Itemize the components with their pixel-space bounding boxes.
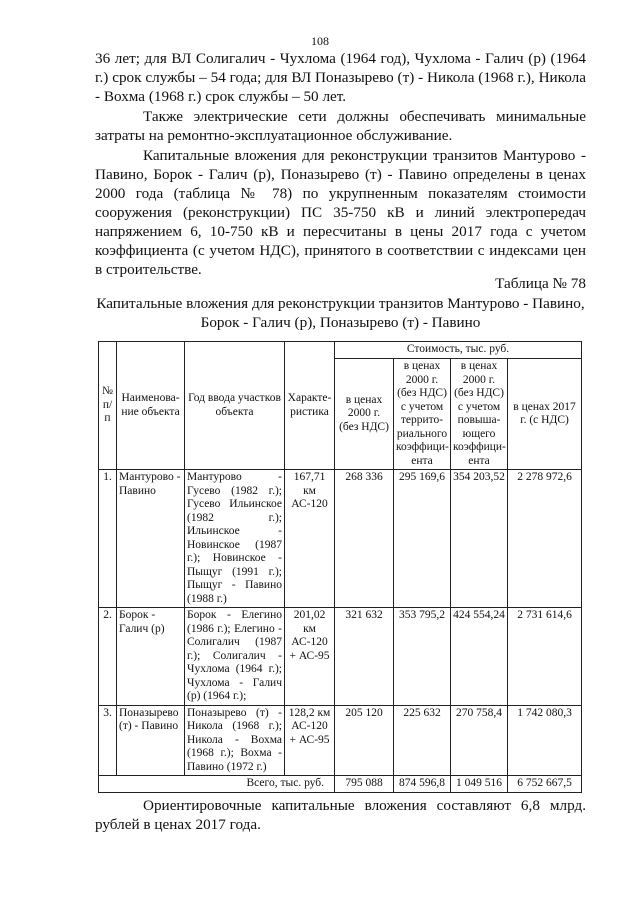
row-name: Мантурово - Павино bbox=[117, 470, 185, 608]
total-cost-2000-territorial: 874 596,8 bbox=[394, 776, 451, 793]
table-row bbox=[99, 470, 582, 608]
row-characteristic: 201,02 км АС-120 + АС-95 bbox=[285, 608, 335, 706]
header-characteristic: Характе-ристика bbox=[285, 342, 335, 470]
header-cost-2000-territorial: в ценах 2000 г. (без НДС) с учетом террито-риального коэффици-ента bbox=[394, 359, 451, 470]
table-number: Таблица № 78 bbox=[495, 275, 586, 292]
header-years: Год ввода участков объекта bbox=[185, 342, 285, 470]
total-label: Всего, тыс. руб. bbox=[99, 776, 335, 793]
row-cost-2000-increasing: 424 554,24 bbox=[451, 608, 508, 706]
header-cost-2000: в ценах 2000 г. (без НДС) bbox=[335, 359, 394, 470]
paragraph-estimated-investments: Ориентировочные капитальные вложения составляют 6,8 млрд. рублей в ценах 2017 года. bbox=[95, 797, 586, 833]
row-num: 2. bbox=[99, 608, 117, 706]
row-name: Поназырево (т) - Павино bbox=[117, 705, 185, 776]
header-cost-2000-increasing: в ценах 2000 г. (без НДС) с учетом повыша-ющего коэффици-ента bbox=[451, 359, 508, 470]
table-total-row bbox=[99, 776, 582, 793]
row-years: Борок - Елегино (1986 г.); Елегино - Солигалич (1987 г.); Солигалич - Чухлома (1964 г.); Чухлома - Галич (р) (1964 г.); bbox=[185, 608, 285, 706]
total-cost-2000: 795 088 bbox=[335, 776, 394, 793]
paragraph-service-life: 36 лет; для ВЛ Солигалич - Чухлома (1964 год), Чухлома - Галич (р) (1964 г.) срок службы – 54 года; для ВЛ Поназырево (т) - Никола (1968 г.), Никола - Вохма (1968 г.) срок службы – 50 лет. bbox=[95, 50, 586, 105]
row-characteristic: 128,2 км АС-120 + АС-95 bbox=[285, 705, 335, 776]
investment-table bbox=[98, 341, 582, 793]
row-years: Поназырево (т) - Никола (1968 г.); Никола - Вохма (1968 г.); Вохма - Павино (1972 г.) bbox=[185, 705, 285, 776]
row-cost-2000-territorial: 225 632 bbox=[394, 705, 451, 776]
row-num: 1. bbox=[99, 470, 117, 608]
row-cost-2000: 321 632 bbox=[335, 608, 394, 706]
row-cost-2000: 205 120 bbox=[335, 705, 394, 776]
header-num: № п/п bbox=[99, 342, 117, 470]
table-row bbox=[99, 608, 582, 706]
row-cost-2017: 2 278 972,6 bbox=[508, 470, 582, 608]
row-years: Мантурово - Гусево (1982 г.); Гусево Ильинское (1982 г.); Ильинское - Новинское (1987 г.); Новинское - Пыщуг (1991 г.); Пыщуг - Павино (1988 г.) bbox=[185, 470, 285, 608]
header-name: Наименова-ние объекта bbox=[117, 342, 185, 470]
header-cost-group: Стоимость, тыс. руб. bbox=[335, 342, 582, 359]
page-number: 108 bbox=[311, 34, 329, 48]
total-cost-2017: 6 752 667,5 bbox=[508, 776, 582, 793]
table-row bbox=[99, 705, 582, 776]
row-cost-2000-increasing: 270 758,4 bbox=[451, 705, 508, 776]
row-cost-2000-increasing: 354 203,52 bbox=[451, 470, 508, 608]
table-header-row-1 bbox=[99, 342, 582, 359]
row-name: Борок - Галич (р) bbox=[117, 608, 185, 706]
row-characteristic: 167,71 км АС-120 bbox=[285, 470, 335, 608]
row-cost-2000-territorial: 295 169,6 bbox=[394, 470, 451, 608]
table-caption: Капитальные вложения для реконструкции транзитов Мантурово - Павино, Борок - Галич (р), Поназырево (т) - Павино bbox=[96, 295, 585, 331]
paragraph-maintenance-costs: Также электрические сети должны обеспечивать минимальные затраты на ремонтно-эксплуатационное обслуживание. bbox=[95, 108, 586, 144]
total-cost-2000-increasing: 1 049 516 bbox=[451, 776, 508, 793]
row-cost-2017: 1 742 080,3 bbox=[508, 705, 582, 776]
header-cost-2017: в ценах 2017 г. (с НДС) bbox=[508, 359, 582, 470]
row-cost-2017: 2 731 614,6 bbox=[508, 608, 582, 706]
row-cost-2000-territorial: 353 795,2 bbox=[394, 608, 451, 706]
paragraph-capital-investments: Капитальные вложения для реконструкции транзитов Мантурово - Павино, Борок - Галич (р), Поназырево (т) - Павино определены в ценах 2000 года (таблица № 78) по укрупненным показателям стоимости сооружения (реконструкции) ПС 35-750 кВ и линий электропередач напряжением 6, 10-750 кВ и пересчитаны в цены 2017 года с учетом коэффициента (с учетом НДС), принятого в соответствии с индексами цен в строительстве. bbox=[95, 147, 586, 278]
row-num: 3. bbox=[99, 705, 117, 776]
row-cost-2000: 268 336 bbox=[335, 470, 394, 608]
